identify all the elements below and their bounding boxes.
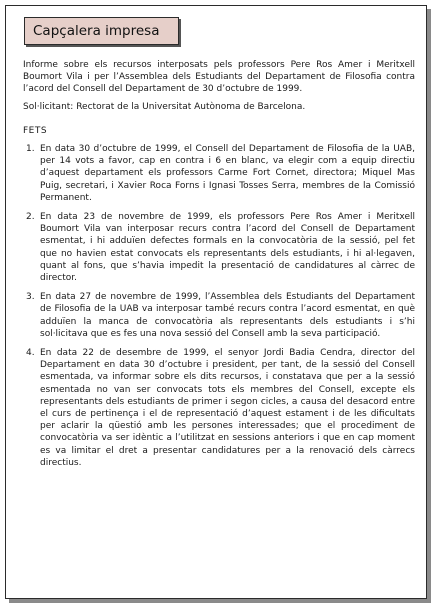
list-item xyxy=(23,143,415,204)
list-item xyxy=(23,347,415,469)
requester-line: Sol·licitant: Rectorat de la Universitat Autònoma de Barcelona. xyxy=(23,101,306,112)
list-item-number: 4. xyxy=(26,348,35,359)
list-item xyxy=(23,291,415,340)
list-item-number: 2. xyxy=(26,212,35,223)
document-body xyxy=(23,59,415,476)
facts-list xyxy=(23,143,415,469)
list-item-number: 3. xyxy=(26,292,35,303)
list-item-number: 1. xyxy=(26,144,35,155)
intro-paragraph: Informe sobre els recursos interposats pels professors Pere Ros Amer i Meritxell Boumort Vila i per l’Assemblea dels Estudiants del Departament de Filosofia contra l’acord del Consell del Departament de 30 d’octubre de 1999. xyxy=(23,60,415,95)
list-item xyxy=(23,211,415,284)
list-item-text: En data 23 de novembre de 1999, els professors Pere Ros Amer i Meritxell Boumort Vila van interposar recurs contra l’acord del Consell de Departament esmentat, i hi adduïen defectes formals en la convocatòria de la sessió, pel fet que no havien estat convocats els representants dels estudiants, i hi al·legaven, quant al fons, que s’havia impedit la presentació de candidatures al càrrec de director. xyxy=(40,212,415,284)
list-item-text: En data 27 de novembre de 1999, l’Assemblea dels Estudiants del Departament de Filosofia de la UAB va interposar també recurs contra l’acord esmentat, en què adduïen la manca de convocatòria als representants dels estudiants i s’hi sol·licitava que es fes una nova sessió del Consell amb la seva participació. xyxy=(40,292,415,339)
document-page xyxy=(5,5,427,599)
list-item-text: En data 30 d’octubre de 1999, el Consell del Departament de Filosofia de la UAB, per 14 vots a favor, cap en contra i 6 en blanc, va elegir com a equip directiu d’aquest departament els professors Carme Fort Cornet, directora; Miquel Mas Puig, secretari, i Xavier Roca Forns i Ignasi Tosses Serra, membres de la Comissió Permanent. xyxy=(40,144,415,203)
list-item-text: En data 22 de desembre de 1999, el senyor Jordi Badia Cendra, director del Departament en data 30 d’octubre i president, per tant, de la sessió del Consell esmentada, va informar sobre els dits recursos, i constatava que per a la sessió esmentada no van ser convocats tots els membres del Consell, excepte els representants dels estudiants de primer i segon cicles, a causa del desacord entre el curs de pertinença i el de representació d’aquest estament i de les dificultats per aclarir la qüestió amb les persones interessades; que el procediment de convocatòria va ser idèntic a l’utilitzat en sessions anteriors i que en cap moment es va limitar el dret a presentar candidatures per a la renovació dels càrrecs directius. xyxy=(40,348,415,468)
page-header-title: Capçalera impresa xyxy=(24,17,179,45)
section-heading-fets: FETS xyxy=(23,125,48,136)
